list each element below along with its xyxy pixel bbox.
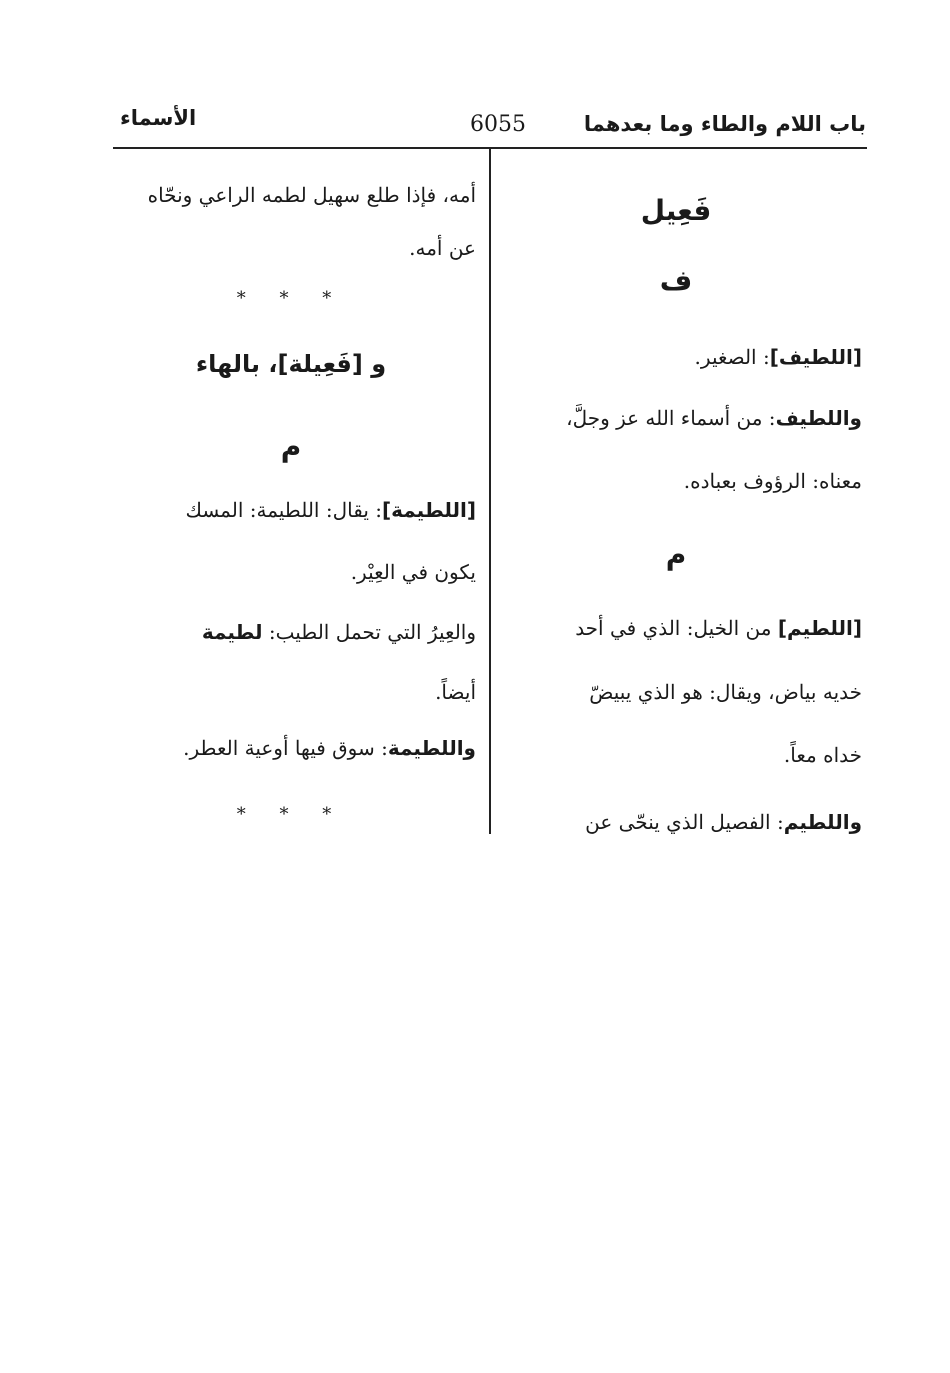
page-number: 6055 — [470, 112, 526, 137]
entry-al-latim — [575, 616, 862, 640]
entry-term: واللطيمة — [387, 736, 476, 760]
entry-definition: : يقال: اللطيمة: المسك — [185, 498, 382, 522]
entry-definition: : الفصيل الذي ينحّى عن — [585, 810, 784, 834]
entry-term: [اللطيمة] — [382, 498, 476, 522]
entry-term: [اللطيم] — [777, 616, 862, 640]
pattern-heading: و [فَعِيلة]، بالهاء — [195, 350, 387, 378]
entry-wal-latif — [566, 406, 862, 430]
entry-term: لطيمة — [201, 620, 263, 644]
entry-line: أيضاً. — [435, 680, 476, 704]
letter-heading-m: م — [280, 430, 302, 463]
entry-wal-eer — [202, 620, 476, 644]
entry-term: [اللطيف] — [769, 345, 862, 369]
entry-al-latif — [695, 345, 862, 369]
pattern-heading: فَعِيل — [640, 194, 712, 227]
section-separator: * * * — [236, 288, 346, 309]
entry-continuation: أمه، فإذا طلع سهيل لطمه الراعي ونحّاه — [147, 183, 476, 207]
entry-line: خداه معاً. — [783, 743, 862, 767]
section-separator: * * * — [236, 804, 346, 825]
entry-al-latima — [185, 498, 476, 522]
entry-line: خديه بياض، ويقال: هو الذي يبيضّ — [589, 680, 862, 704]
entry-definition: : الصغير. — [694, 345, 770, 369]
entry-wal-latima — [183, 736, 476, 760]
entry-continuation: عن أمه. — [409, 236, 476, 260]
entry-wal-latim — [585, 810, 862, 834]
letter-heading-f: ف — [659, 264, 693, 297]
entry-definition: من الخيل: الذي في أحد — [575, 616, 772, 640]
column-divider — [489, 149, 491, 834]
chapter-title: باب اللام والطاء وما بعدهما — [583, 112, 866, 136]
entry-term: واللطيف — [775, 406, 862, 430]
entry-term: واللطيم — [783, 810, 862, 834]
entry-continuation: معناه: الرؤوف بعباده. — [683, 469, 862, 493]
entry-line: يكون في العِيْر. — [350, 560, 476, 584]
entry-definition: : سوق فيها أوعية العطر. — [183, 736, 388, 760]
entry-definition: : من أسماء الله عز وجلَّ، — [566, 406, 776, 430]
section-title: الأسماء — [120, 106, 197, 130]
letter-heading-m: م — [665, 538, 687, 571]
entry-text: والعِيرُ التي تحمل الطيب: — [268, 620, 476, 644]
